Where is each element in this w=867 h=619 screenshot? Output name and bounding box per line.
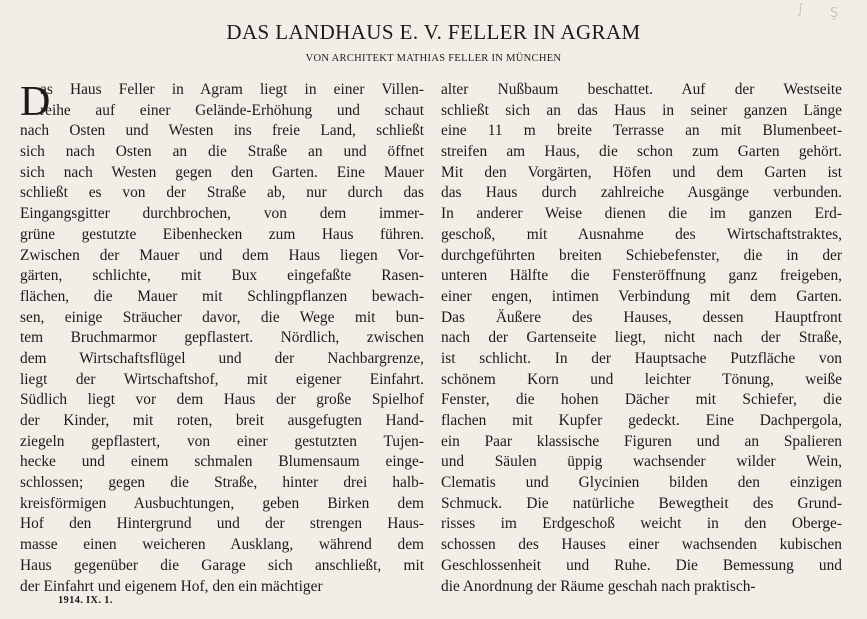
text-line: flachen mit Kupfer gedeckt. Eine Dachpergola, (441, 412, 842, 429)
text-line: ziegeln gepflastert, von einer gestutzten Tujen- (20, 432, 424, 450)
text-line: durchgeführten breiten Schiebefenster, die in der (441, 246, 842, 264)
text-line: nach Osten und Westen ins freie Land, schließt (20, 122, 424, 140)
text-line: Hof den Hintergrund und der strengen Haus- (20, 515, 424, 533)
text-line: dem Wirtschaftsflügel und der Nachbargrenze, (20, 349, 424, 367)
text-line: nach der Gartenseite liegt, nicht nach der Straße, (441, 329, 842, 347)
text-line: Südlich liegt vor dem Haus der große Spielhof (20, 391, 424, 409)
text-line: streifen am Haus, die schon zum Garten gehört. (441, 143, 842, 161)
text-line: geschoß, mit Ausnahme des Wirtschaftstraktes, (441, 225, 842, 243)
text-line: der Kinder, mit roten, breit ausgefugten Hand- (20, 412, 424, 429)
text-line: Mit den Vorgärten, Höfen und dem Garten ist (441, 163, 842, 181)
text-line: kreisförmigen Ausbuchtungen, geben Birken dem (20, 494, 424, 512)
text-line: Clematis und Glycinien bilden den einzigen (441, 474, 842, 492)
text-line: tem Bruchmarmor gepflastert. Nördlich, zwischen (20, 329, 424, 347)
text-line: flächen, die Mauer mit Schlingpflanzen bewach- (20, 287, 424, 305)
text-line: schlossen; gegen die Straße, hinter drei halb- (20, 474, 424, 492)
text-line: hecke und einem schmalen Blumensaum einge- (20, 453, 424, 471)
text-line: Das Äußere des Hauses, dessen Hauptfront (441, 308, 842, 326)
article-byline: VON ARCHITEKT MATHIAS FELLER IN MÜNCHEN (305, 53, 562, 64)
drop-cap: D (20, 79, 51, 125)
issue-date: 1914. IX. 1. (58, 595, 113, 606)
text-line: Geschlossenheit und Ruhe. Die Bemessung und (441, 556, 842, 574)
text-line: schließt es von der Straße ab, nur durch das (20, 184, 424, 202)
text-line: schließt sich an das Haus in seiner ganzen Länge (441, 101, 842, 119)
right-column (441, 80, 842, 597)
text-line: das Haus durch zahlreiche Ausgänge verbunden. (441, 184, 842, 202)
text-line: Zwischen der Mauer und dem Haus liegen Vor- (20, 246, 424, 264)
text-line: schönem Korn und leichter Tönung, weiße (441, 370, 842, 388)
text-line: alter Nußbaum beschattet. Auf der Westseite (441, 81, 842, 98)
text-line: masse einen weicheren Ausklang, während dem (20, 536, 424, 554)
pencil-mark: Ş (830, 6, 839, 21)
text-line: der Einfahrt und eigenem Hof, den ein mächtiger (20, 577, 323, 595)
text-line: Fenster, die hohen Dächer mit Schiefer, die (441, 391, 842, 409)
text-line: und Säulen üppig wachsender wilder Wein, (441, 453, 842, 471)
text-line: Schmuck. Die natürliche Bewegtheit des Grund- (441, 494, 842, 512)
pencil-mark: ∫ (797, 2, 804, 17)
text-line: reihe auf einer Gelände-Erhöhung und schaut (40, 101, 424, 119)
text-line: Haus gegenüber die Garage sich anschließt, mit (20, 556, 424, 574)
text-line: gärten, schlichte, mit Bux eingefaßte Rasen- (20, 267, 424, 285)
text-line: einer engen, intimen Verbindung mit dem Garten. (441, 287, 842, 305)
article-title: DAS LANDHAUS E. V. FELLER IN AGRAM (226, 20, 641, 44)
left-column (20, 80, 424, 597)
text-line: liegt der Wirtschaftshof, mit eigener Einfahrt. (20, 370, 424, 388)
text-line: die Anordnung der Räume geschah nach praktisch- (441, 577, 756, 595)
text-line: sich nach Osten an die Straße an und öffnet (20, 143, 424, 161)
text-line: ist schlicht. In der Hauptsache Putzfläche von (441, 349, 842, 367)
text-line: as Haus Feller in Agram liegt in einer Villen- (40, 81, 424, 98)
text-line: schossen des Hauses einer wachsenden kubischen (441, 536, 842, 554)
text-line: grüne gestutzte Eibenhecken zum Haus führen. (20, 225, 424, 243)
text-line: unteren Hälfte die Fensteröffnung ganz freigeben, (441, 267, 842, 285)
text-line: eine 11 m breite Terrasse an mit Blumenbeet- (441, 122, 842, 140)
text-line: Eingangsgitter durchbrochen, von dem immer- (20, 205, 424, 223)
text-line: sich nach Westen gegen den Garten. Eine Mauer (20, 163, 424, 181)
text-line: risses im Erdgeschoß weicht in den Oberge- (441, 515, 842, 533)
text-line: ein Paar klassische Figuren und an Spalieren (441, 432, 842, 450)
text-line: sen, einige Sträucher davor, die Wege mit bun- (20, 308, 424, 326)
text-line: In anderer Weise dienen die im ganzen Erd- (441, 205, 842, 223)
